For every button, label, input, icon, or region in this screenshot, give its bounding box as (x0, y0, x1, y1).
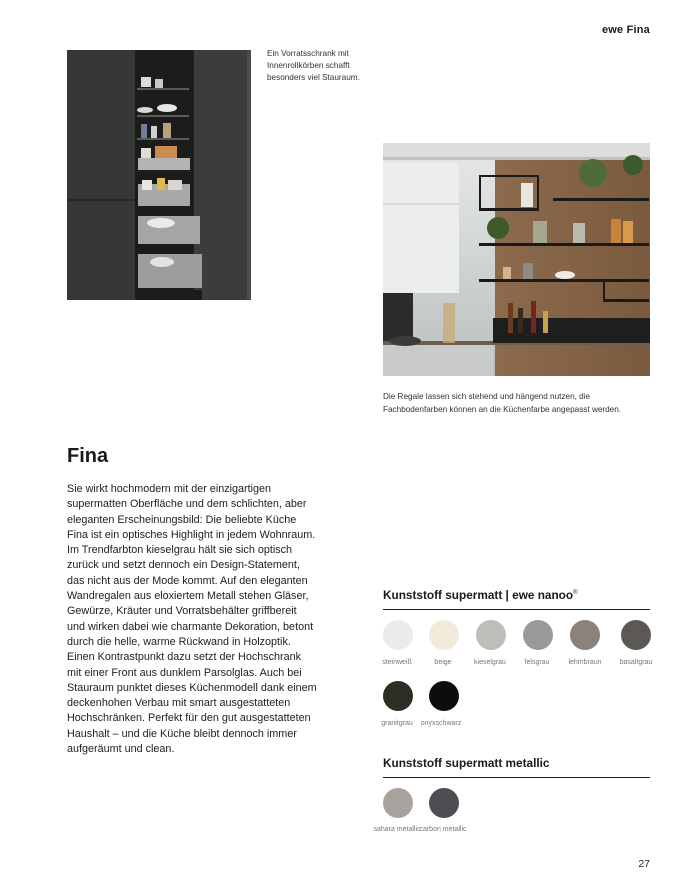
article-headline: Fina (67, 445, 109, 467)
swatch-label-steinweiss: steinweiß (382, 659, 412, 666)
swatch-label-granitgrau: granitgrau (381, 720, 413, 727)
swatch-label-sahara-metallic: sahara metallic (373, 826, 421, 833)
swatch-label-lehmbraun: lehmbraun (568, 659, 602, 666)
pantry-illustration (67, 50, 251, 300)
swatch-label-kieselgrau: kieselgrau (474, 659, 506, 666)
trademark-symbol: ® (573, 590, 578, 597)
swatch-label-beige: beige (434, 659, 452, 666)
swatch-kieselgrau[interactable] (476, 620, 506, 650)
shelves-caption: Die Regale lassen sich stehend und hängend nutzen, die Fachbodenfarben können an die Küchenfarbe angepasst werden. (383, 392, 622, 414)
swatch-label-basaltgrau: basaltgrau (619, 659, 653, 666)
swatch-sahara-metallic[interactable] (383, 788, 413, 818)
swatch-label-carbon-metallic: carbon metallic (419, 826, 467, 833)
swatch-basaltgrau[interactable] (621, 620, 651, 650)
metallic-colors-title: Kunststoff supermatt metallic (383, 756, 650, 778)
section-header: ewe Fina (601, 24, 650, 36)
matt-colors-title (383, 588, 650, 610)
shelves-illustration (383, 143, 650, 376)
swatch-steinweiss[interactable] (383, 620, 413, 650)
matt-colors-title-text: Kunststoff supermatt | ewe nanoo (383, 588, 574, 602)
page-number: 27 (638, 858, 650, 870)
swatch-label-onyxschwarz: onyxschwarz (420, 720, 462, 727)
swatch-beige[interactable] (429, 620, 459, 650)
swatch-lehmbraun[interactable] (570, 620, 600, 650)
swatch-granitgrau[interactable] (383, 681, 413, 711)
pantry-cabinet-photo (67, 50, 251, 300)
pantry-caption: Ein Vorratsschrank mit Innenrollkörben schafft besonders viel Stauraum. (267, 49, 360, 82)
swatch-felsgrau[interactable] (523, 620, 553, 650)
wall-shelves-photo (383, 143, 650, 376)
swatch-label-felsgrau: felsgrau (524, 659, 550, 666)
swatch-carbon-metallic[interactable] (429, 788, 459, 818)
article-body: Sie wirkt hochmodern mit der einzigartigen supermatten Oberfläche und dem schlichten, aber eleganten Erscheinungsbild: Die beliebte Küche Fina ist ein optisches Highlight in jedem Wohnraum. Im Trendfarbton kieselgrau hält sie sich optisch zurück und setzt dennoch ein Design-Statement, das nicht aus der Mode kommt. Auf den eleganten Wandregalen aus eloxiertem Metall stehen Gläser, Gewürze, Kräuter und Vorratsbehälter griffbereit und wirken dabei wie charmante Dekoration, betont durch die helle, warme Rückwand in Holzoptik. Einen Kontrastpunkt dazu setzt der Hochschrank mit einer Front aus dunklem Parsolglas. Auch bei Stauraum punktet dieses Küchenmodell dank einem deckenhohen Verbau mit smart ausgestatteten Hochschränken. Perfekt für den gut ausgestatteten Haushalt – und die Küche bleibt dennoch immer aufgeräumt und clean. (67, 483, 317, 756)
swatch-onyxschwarz[interactable] (429, 681, 459, 711)
